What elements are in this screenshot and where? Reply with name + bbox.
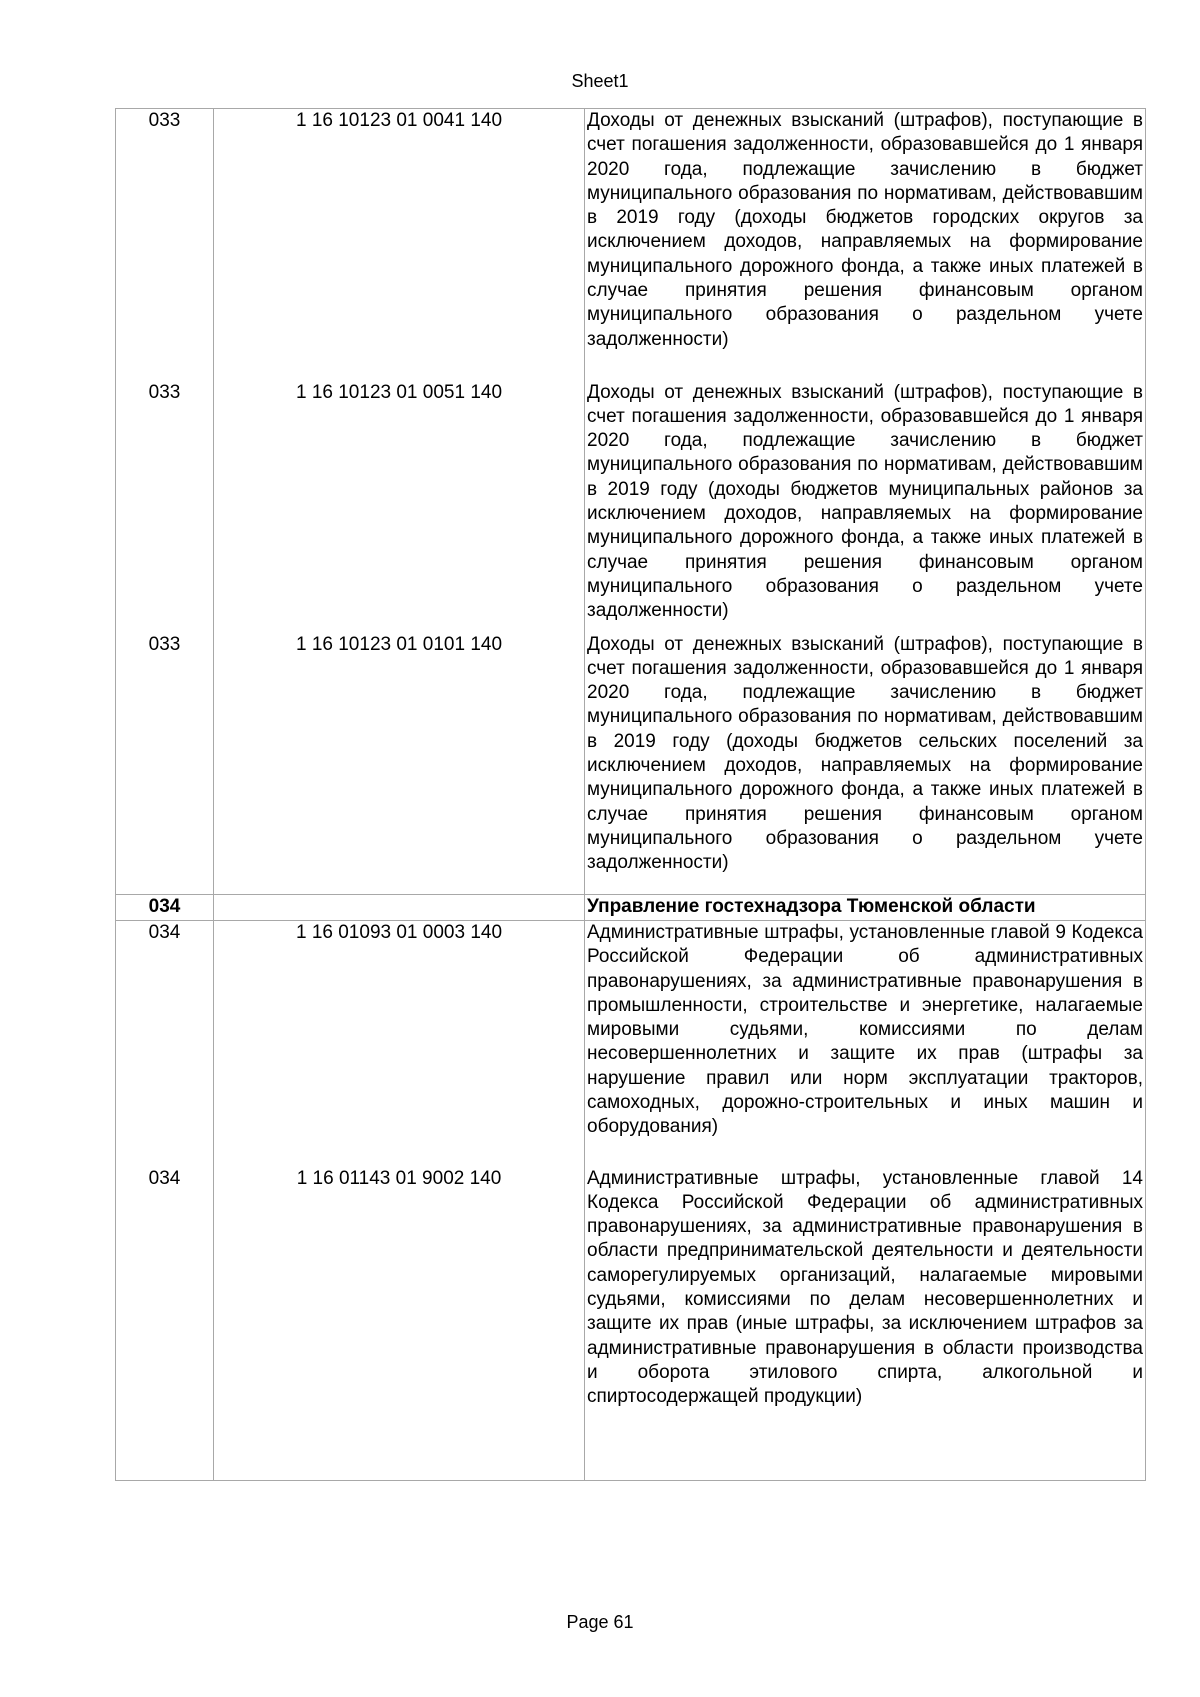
table-row <box>116 633 1146 895</box>
description-cell: Административные штрафы, установленные главой 14 Кодекса Российской Федерации об административных правонарушениях, за административные правонарушения в области предпринимательской деятельности и деятельности саморегулируемых организаций, налагаемые мировыми судьями, комиссиями по делам несовершеннолетних и защите их прав (иные штрафы, за исключением штрафов за административные правонарушения в области производства и оборота этилового спирта, алкогольной и спиртосодержащей продукции) <box>585 1167 1146 1481</box>
admin-code-cell: 034 <box>116 1167 214 1481</box>
table-row <box>116 1167 1146 1481</box>
kbk-code-cell <box>214 895 585 921</box>
admin-code-cell: 033 <box>116 633 214 895</box>
kbk-code-cell: 1 16 01093 01 0003 140 <box>214 921 585 1167</box>
table-row <box>116 921 1146 1167</box>
kbk-code-cell: 1 16 10123 01 0101 140 <box>214 633 585 895</box>
table-row <box>116 381 1146 633</box>
description-cell: Административные штрафы, установленные главой 9 Кодекса Российской Федерации об административных правонарушениях, за административные правонарушения в промышленности, строительстве и энергетике, налагаемые мировыми судьями, комиссиями по делам несовершеннолетних и защите их прав (штрафы за нарушение правил или норм эксплуатации тракторов, самоходных, дорожно-строительных и иных машин и оборудования) <box>585 921 1146 1167</box>
admin-code-cell: 034 <box>116 921 214 1167</box>
description-cell: Доходы от денежных взысканий (штрафов), поступающие в счет погашения задолженности, образовавшейся до 1 января 2020 года, подлежащие зачислению в бюджет муниципального образования по нормативам, действовавшим в 2019 году (доходы бюджетов сельских поселений за исключением доходов, направляемых на формирование муниципального дорожного фонда, а также иных платежей в случае принятия решения финансовым органом муниципального образования о раздельном учете задолженности) <box>585 633 1146 895</box>
kbk-code-cell: 1 16 10123 01 0041 140 <box>214 109 585 381</box>
page-number: Page 61 <box>566 1612 634 1632</box>
description-cell: Доходы от денежных взысканий (штрафов), поступающие в счет погашения задолженности, образовавшейся до 1 января 2020 года, подлежащие зачислению в бюджет муниципального образования по нормативам, действовавшим в 2019 году (доходы бюджетов городских округов за исключением доходов, направляемых на формирование муниципального дорожного фонда, а также иных платежей в случае принятия решения финансовым органом муниципального образования о раздельном учете задолженности) <box>585 109 1146 381</box>
group-header-row <box>116 895 1146 921</box>
admin-code-cell: 033 <box>116 109 214 381</box>
admin-code-cell: 033 <box>116 381 214 633</box>
table-row <box>116 109 1146 381</box>
agency-name-cell: Управление гостехнадзора Тюменской области <box>585 895 1146 921</box>
admin-code-cell: 034 <box>116 895 214 921</box>
kbk-code-cell: 1 16 01143 01 9002 140 <box>214 1167 585 1481</box>
sheet-title: Sheet1 <box>571 71 629 91</box>
kbk-code-cell: 1 16 10123 01 0051 140 <box>214 381 585 633</box>
revenue-codes-table <box>115 108 1146 1481</box>
description-cell: Доходы от денежных взысканий (штрафов), поступающие в счет погашения задолженности, образовавшейся до 1 января 2020 года, подлежащие зачислению в бюджет муниципального образования по нормативам, действовавшим в 2019 году (доходы бюджетов муниципальных районов за исключением доходов, направляемых на формирование муниципального дорожного фонда, а также иных платежей в случае принятия решения финансовым органом муниципального образования о раздельном учете задолженности) <box>585 381 1146 633</box>
